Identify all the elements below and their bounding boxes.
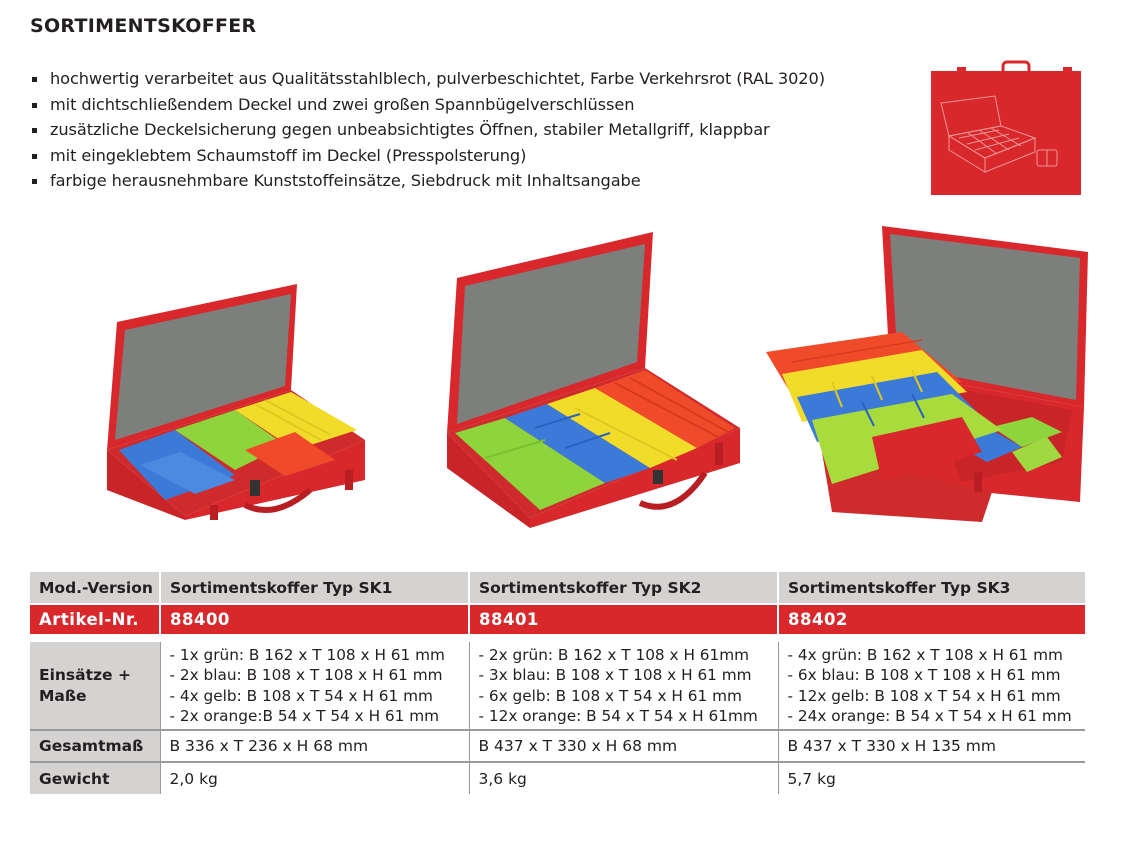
dimensions-sk2: B 437 x T 330 x H 68 mm xyxy=(469,730,778,762)
dimensions-row xyxy=(30,730,1085,762)
dimensions-label: Gesamtmaß xyxy=(30,730,160,762)
inserts-sk3: - 4x grün: B 162 x T 108 x H 61 mm - 6x blau: B 108 x T 108 x H 61 mm - 12x gelb: B 108 x T 54 x H 61 mm - 24x orange: B 54 x T 54 x H 61 mm xyxy=(778,642,1085,730)
model-sk1: Sortimentskoffer Typ SK1 xyxy=(160,572,469,604)
model-label: Mod.-Version xyxy=(30,572,160,604)
model-row xyxy=(30,572,1085,604)
product-image-sk3 xyxy=(762,222,1092,522)
model-sk3: Sortimentskoffer Typ SK3 xyxy=(778,572,1085,604)
inserts-row xyxy=(30,642,1085,730)
dimensions-sk1: B 336 x T 236 x H 68 mm xyxy=(160,730,469,762)
weight-row xyxy=(30,762,1085,794)
weight-label: Gewicht xyxy=(30,762,160,794)
article-sk2: 88401 xyxy=(469,604,778,634)
closed-case-image xyxy=(927,58,1086,195)
bullet-icon xyxy=(32,154,37,159)
feature-item: mit dichtschließendem Deckel und zwei großen Spannbügelverschlüssen xyxy=(30,92,825,118)
feature-list xyxy=(30,66,825,194)
feature-item: farbige herausnehmbare Kunststoffeinsätze, Siebdruck mit Inhaltsangabe xyxy=(30,168,825,194)
product-image-sk2 xyxy=(435,228,755,528)
feature-item: hochwertig verarbeitet aus Qualitätsstahlblech, pulverbeschichtet, Farbe Verkehrsrot (RAL 3020) xyxy=(30,66,825,92)
article-sk3: 88402 xyxy=(778,604,1085,634)
article-row xyxy=(30,604,1085,634)
bullet-icon xyxy=(32,128,37,133)
case-outline-icon xyxy=(927,58,1086,195)
bullet-icon xyxy=(32,179,37,184)
product-image-sk1 xyxy=(95,280,415,520)
article-sk1: 88400 xyxy=(160,604,469,634)
weight-sk2: 3,6 kg xyxy=(469,762,778,794)
weight-sk3: 5,7 kg xyxy=(778,762,1085,794)
feature-item: zusätzliche Deckelsicherung gegen unbeabsichtigtes Öffnen, stabiler Metallgriff, klappbar xyxy=(30,117,825,143)
dimensions-sk3: B 437 x T 330 x H 135 mm xyxy=(778,730,1085,762)
inserts-sk1: - 1x grün: B 162 x T 108 x H 61 mm - 2x blau: B 108 x T 108 x H 61 mm - 4x gelb: B 108 x T 54 x H 61 mm - 2x orange:B 54 x T 54 x H 61 mm xyxy=(160,642,469,730)
page-title: SORTIMENTSKOFFER xyxy=(30,15,257,37)
article-label: Artikel-Nr. xyxy=(30,604,160,634)
model-sk2: Sortimentskoffer Typ SK2 xyxy=(469,572,778,604)
inserts-sk2: - 2x grün: B 162 x T 108 x H 61mm - 3x blau: B 108 x T 108 x H 61 mm - 6x gelb: B 108 x T 54 x H 61 mm - 12x orange: B 54 x T 54 x H 61mm xyxy=(469,642,778,730)
spec-table xyxy=(30,572,1085,794)
bullet-icon xyxy=(32,103,37,108)
inserts-label: Einsätze + Maße xyxy=(30,642,160,730)
feature-item: mit eingeklebtem Schaumstoff im Deckel (Presspolsterung) xyxy=(30,143,825,169)
weight-sk1: 2,0 kg xyxy=(160,762,469,794)
bullet-icon xyxy=(32,77,37,82)
